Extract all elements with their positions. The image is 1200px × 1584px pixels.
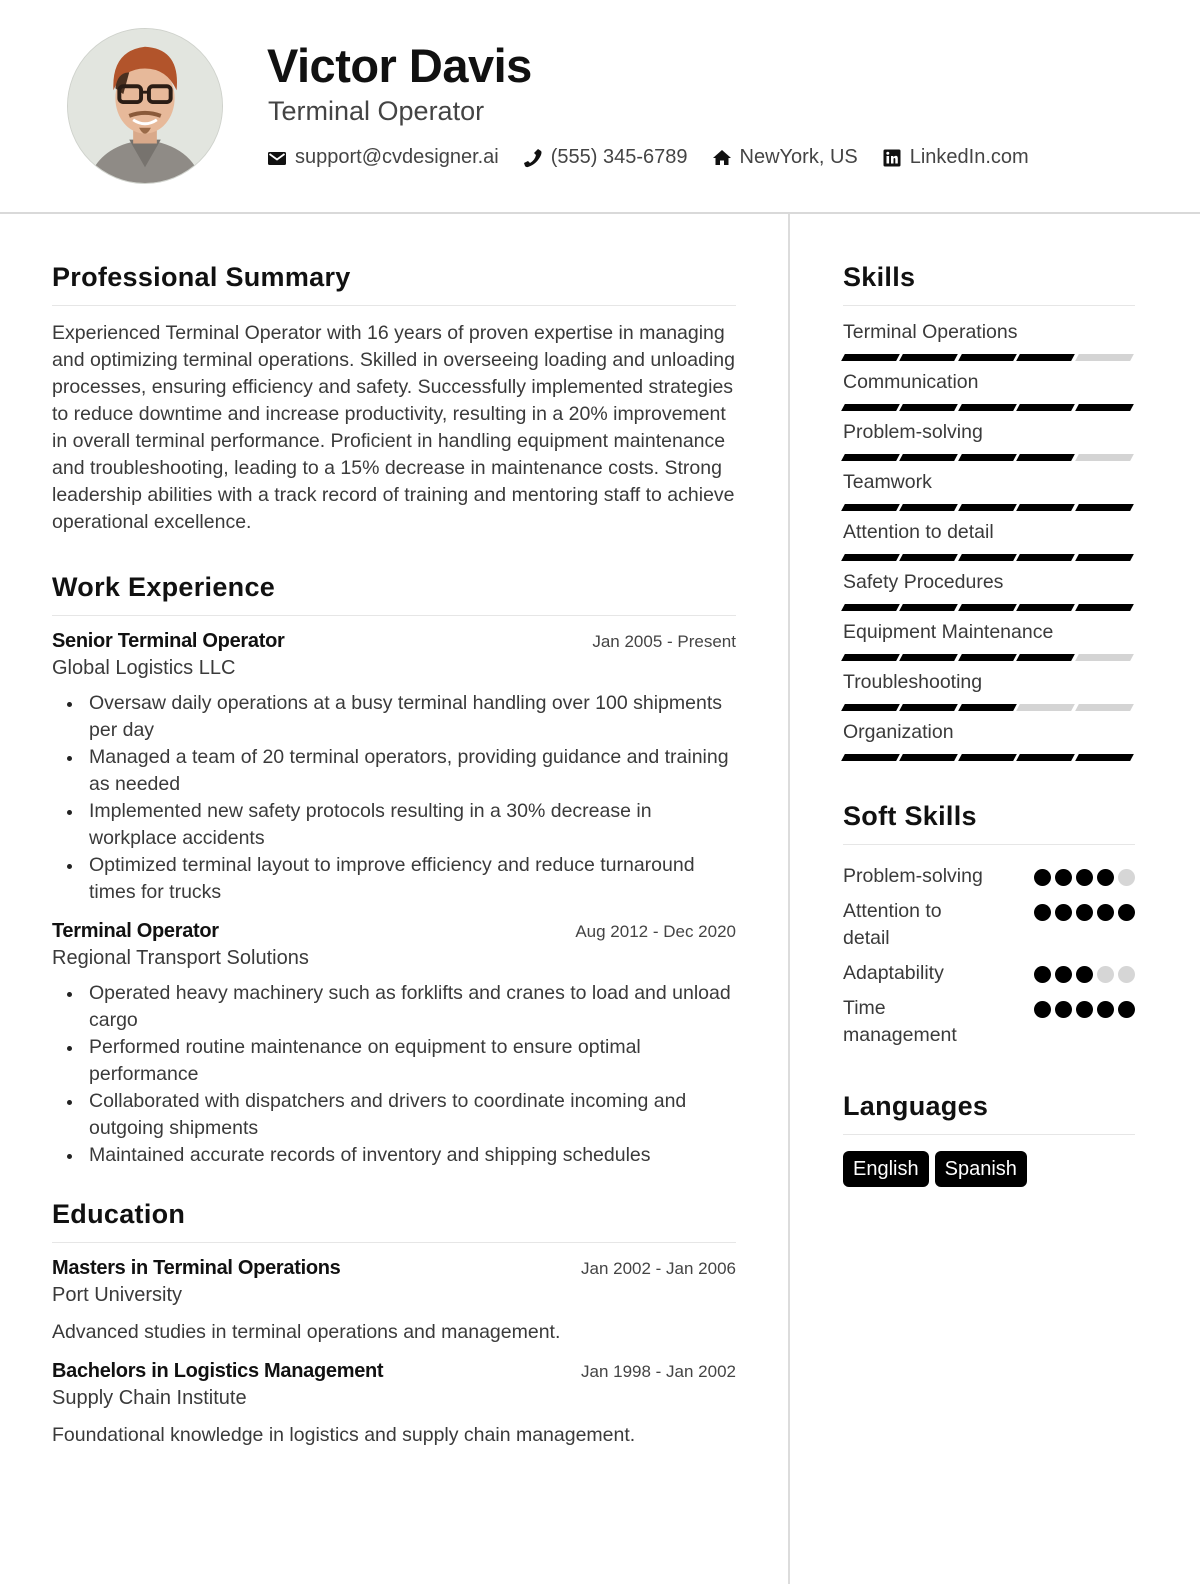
skill-item bbox=[843, 370, 1135, 411]
level-segment-filled bbox=[958, 504, 1017, 511]
avatar-illustration bbox=[68, 29, 222, 183]
rating-dot-filled bbox=[1097, 904, 1114, 921]
experience-section bbox=[52, 572, 736, 1169]
location-text: NewYork, US bbox=[739, 146, 858, 168]
soft-skill-item bbox=[843, 898, 1135, 952]
level-segment-filled bbox=[1016, 504, 1075, 511]
job-dates: Aug 2012 - Dec 2020 bbox=[575, 922, 736, 941]
job-company: Regional Transport Solutions bbox=[52, 947, 309, 969]
phone-icon bbox=[523, 148, 543, 168]
skill-item bbox=[843, 720, 1135, 761]
level-segment-filled bbox=[841, 704, 900, 711]
rating-dot-empty bbox=[1118, 869, 1135, 886]
soft-skill-name: Problem-solving bbox=[843, 865, 983, 887]
linkedin-text: LinkedIn.com bbox=[909, 146, 1029, 168]
level-segment-filled bbox=[1016, 354, 1075, 361]
summary-text: Experienced Terminal Operator with 16 years of proven expertise in managing and optimizing terminal operations. Skilled in overseeing loading and unloading processes, ensuring efficiency and safety. Successfully implemented strategies to reduce downtime and increase productivity, resulting in a 20% improvement in overall terminal performance. Proficient in handling equipment maintenance and troubleshooting, leading to a 15% decrease in maintenance costs. Strong leadership abilities with a track record of training and mentoring staff to achieve operational excellence. bbox=[52, 322, 735, 533]
level-segment-filled bbox=[958, 754, 1017, 761]
job-entry bbox=[52, 920, 736, 1169]
email-text: support@cvdesigner.ai bbox=[295, 146, 499, 168]
main-column bbox=[52, 262, 736, 1483]
job-title: Senior Terminal Operator bbox=[52, 630, 285, 652]
skill-item bbox=[843, 670, 1135, 711]
level-segment-filled bbox=[958, 654, 1017, 661]
rating-dot-filled bbox=[1055, 966, 1072, 983]
soft-skill-rating bbox=[1030, 1001, 1135, 1018]
language-tag: English bbox=[843, 1151, 929, 1187]
contact-linkedin[interactable] bbox=[882, 146, 1029, 169]
soft-skills-heading: Soft Skills bbox=[843, 801, 1135, 845]
level-segment-filled bbox=[841, 604, 900, 611]
soft-skill-rating bbox=[1030, 904, 1135, 921]
school-name: Port University bbox=[52, 1284, 183, 1306]
level-segment-filled bbox=[900, 354, 959, 361]
skill-item bbox=[843, 470, 1135, 511]
level-segment-filled bbox=[900, 654, 959, 661]
skill-name: Safety Procedures bbox=[843, 571, 1004, 593]
job-bullet: Operated heavy machinery such as forklifts and cranes to load and unload cargo bbox=[89, 980, 736, 1034]
level-segment-filled bbox=[1016, 604, 1075, 611]
level-segment-filled bbox=[1016, 654, 1075, 661]
job-bullet: Managed a team of 20 terminal operators, providing guidance and training as needed bbox=[89, 744, 736, 798]
degree-dates: Jan 1998 - Jan 2002 bbox=[580, 1362, 736, 1381]
contact-email[interactable] bbox=[267, 146, 499, 169]
rating-dot-filled bbox=[1034, 904, 1051, 921]
rating-dot-filled bbox=[1055, 904, 1072, 921]
contact-bar bbox=[267, 146, 1053, 169]
soft-skills-section bbox=[843, 801, 1135, 1049]
school-name: Supply Chain Institute bbox=[52, 1387, 247, 1409]
level-segment-filled bbox=[841, 654, 900, 661]
skill-name: Troubleshooting bbox=[843, 671, 983, 693]
skill-name: Teamwork bbox=[843, 471, 932, 493]
candidate-title: Terminal Operator bbox=[268, 96, 485, 126]
degree-description: Foundational knowledge in logistics and supply chain management. bbox=[52, 1424, 636, 1446]
skill-item bbox=[843, 320, 1135, 361]
job-entry bbox=[52, 630, 736, 906]
skill-name: Problem-solving bbox=[843, 421, 983, 443]
level-segment-filled bbox=[841, 354, 900, 361]
language-tag: Spanish bbox=[935, 1151, 1027, 1187]
skill-item bbox=[843, 620, 1135, 661]
soft-skill-name: Time management bbox=[843, 997, 957, 1046]
rating-dot-filled bbox=[1034, 869, 1051, 886]
education-heading: Education bbox=[52, 1199, 736, 1243]
soft-skill-name: Adaptability bbox=[843, 962, 944, 984]
level-segment-filled bbox=[900, 404, 959, 411]
skills-heading: Skills bbox=[843, 262, 1135, 306]
level-segment-filled bbox=[1075, 554, 1134, 561]
job-company: Global Logistics LLC bbox=[52, 657, 236, 679]
skill-level-bar bbox=[843, 654, 1135, 661]
soft-skill-rating bbox=[1030, 966, 1135, 983]
contact-location bbox=[712, 146, 858, 169]
level-segment-filled bbox=[958, 454, 1017, 461]
skill-name: Attention to detail bbox=[843, 521, 994, 543]
level-segment-empty bbox=[1075, 454, 1134, 461]
level-segment-filled bbox=[841, 554, 900, 561]
skill-name: Terminal Operations bbox=[843, 321, 1018, 343]
degree-description: Advanced studies in terminal operations and management. bbox=[52, 1321, 561, 1343]
level-segment-filled bbox=[1016, 404, 1075, 411]
level-segment-filled bbox=[900, 704, 959, 711]
rating-dot-filled bbox=[1097, 1001, 1114, 1018]
job-dates: Jan 2005 - Present bbox=[592, 632, 736, 651]
skill-item bbox=[843, 570, 1135, 611]
skill-level-bar bbox=[843, 604, 1135, 611]
level-segment-filled bbox=[1016, 554, 1075, 561]
job-bullets bbox=[52, 980, 736, 1169]
rating-dot-filled bbox=[1034, 966, 1051, 983]
education-entry bbox=[52, 1360, 736, 1447]
soft-skill-name: Attention to detail bbox=[843, 900, 942, 949]
level-segment-filled bbox=[1075, 404, 1134, 411]
level-segment-filled bbox=[900, 504, 959, 511]
sidebar-column bbox=[843, 262, 1135, 1223]
level-segment-filled bbox=[841, 504, 900, 511]
rating-dot-filled bbox=[1076, 1001, 1093, 1018]
job-bullet: Optimized terminal layout to improve efficiency and reduce turnaround times for trucks bbox=[89, 852, 736, 906]
level-segment-filled bbox=[900, 554, 959, 561]
level-segment-filled bbox=[900, 454, 959, 461]
skills-list bbox=[843, 320, 1135, 761]
level-segment-empty bbox=[1075, 654, 1134, 661]
degree-title: Bachelors in Logistics Management bbox=[52, 1360, 384, 1382]
level-segment-empty bbox=[1075, 354, 1134, 361]
job-bullets bbox=[52, 690, 736, 906]
level-segment-filled bbox=[958, 354, 1017, 361]
skill-level-bar bbox=[843, 504, 1135, 511]
rating-dot-filled bbox=[1076, 904, 1093, 921]
summary-section bbox=[52, 262, 736, 536]
level-segment-filled bbox=[1075, 504, 1134, 511]
skill-level-bar bbox=[843, 554, 1135, 561]
rating-dot-filled bbox=[1055, 869, 1072, 886]
experience-heading: Work Experience bbox=[52, 572, 736, 616]
job-bullet: Performed routine maintenance on equipment to ensure optimal performance bbox=[89, 1034, 736, 1088]
soft-skill-item bbox=[843, 863, 1135, 890]
language-tags bbox=[843, 1151, 1135, 1187]
rating-dot-filled bbox=[1118, 904, 1135, 921]
level-segment-filled bbox=[841, 754, 900, 761]
languages-heading: Languages bbox=[843, 1091, 1135, 1135]
level-segment-filled bbox=[900, 754, 959, 761]
rating-dot-empty bbox=[1097, 966, 1114, 983]
rating-dot-filled bbox=[1097, 869, 1114, 886]
degree-dates: Jan 2002 - Jan 2006 bbox=[580, 1259, 736, 1278]
job-title: Terminal Operator bbox=[52, 920, 219, 942]
rating-dot-filled bbox=[1076, 869, 1093, 886]
skill-level-bar bbox=[843, 704, 1135, 711]
skill-item bbox=[843, 520, 1135, 561]
skill-level-bar bbox=[843, 754, 1135, 761]
level-segment-filled bbox=[958, 404, 1017, 411]
column-divider bbox=[788, 214, 790, 1584]
level-segment-empty bbox=[1016, 704, 1075, 711]
skill-level-bar bbox=[843, 354, 1135, 361]
skill-level-bar bbox=[843, 404, 1135, 411]
skill-name: Organization bbox=[843, 721, 954, 743]
rating-dot-filled bbox=[1034, 1001, 1051, 1018]
job-bullet: Oversaw daily operations at a busy terminal handling over 100 shipments per day bbox=[89, 690, 736, 744]
skill-level-bar bbox=[843, 454, 1135, 461]
resume-header bbox=[0, 0, 1200, 214]
envelope-icon bbox=[267, 148, 287, 168]
level-segment-filled bbox=[1016, 754, 1075, 761]
skill-name: Equipment Maintenance bbox=[843, 621, 1054, 643]
education-entry bbox=[52, 1257, 736, 1344]
soft-skill-item bbox=[843, 995, 1135, 1049]
soft-skill-rating bbox=[1030, 869, 1135, 886]
level-segment-filled bbox=[1075, 754, 1134, 761]
rating-dot-filled bbox=[1118, 1001, 1135, 1018]
level-segment-filled bbox=[958, 604, 1017, 611]
degree-title: Masters in Terminal Operations bbox=[52, 1257, 341, 1279]
phone-text: (555) 345-6789 bbox=[550, 146, 688, 168]
skills-section bbox=[843, 262, 1135, 761]
rating-dot-filled bbox=[1076, 966, 1093, 983]
profile-photo bbox=[67, 28, 223, 184]
skill-item bbox=[843, 420, 1135, 461]
education-section bbox=[52, 1199, 736, 1447]
level-segment-filled bbox=[958, 554, 1017, 561]
skill-name: Communication bbox=[843, 371, 979, 393]
level-segment-filled bbox=[841, 454, 900, 461]
job-bullet: Collaborated with dispatchers and drivers to coordinate incoming and outgoing shipments bbox=[89, 1088, 736, 1142]
summary-heading: Professional Summary bbox=[52, 262, 736, 306]
level-segment-filled bbox=[900, 604, 959, 611]
level-segment-filled bbox=[1016, 454, 1075, 461]
soft-skill-item bbox=[843, 960, 1135, 987]
rating-dot-empty bbox=[1118, 966, 1135, 983]
rating-dot-filled bbox=[1055, 1001, 1072, 1018]
level-segment-filled bbox=[1075, 604, 1134, 611]
linkedin-icon bbox=[882, 148, 902, 168]
job-bullet: Implemented new safety protocols resulting in a 30% decrease in workplace accidents bbox=[89, 798, 736, 852]
candidate-name: Victor Davis bbox=[267, 39, 532, 92]
home-icon bbox=[712, 148, 732, 168]
soft-skills-list bbox=[843, 863, 1135, 1049]
level-segment-filled bbox=[841, 404, 900, 411]
level-segment-filled bbox=[958, 704, 1017, 711]
contact-phone[interactable] bbox=[523, 146, 688, 169]
level-segment-empty bbox=[1075, 704, 1134, 711]
languages-section bbox=[843, 1091, 1135, 1187]
job-bullet: Maintained accurate records of inventory and shipping schedules bbox=[89, 1142, 736, 1169]
